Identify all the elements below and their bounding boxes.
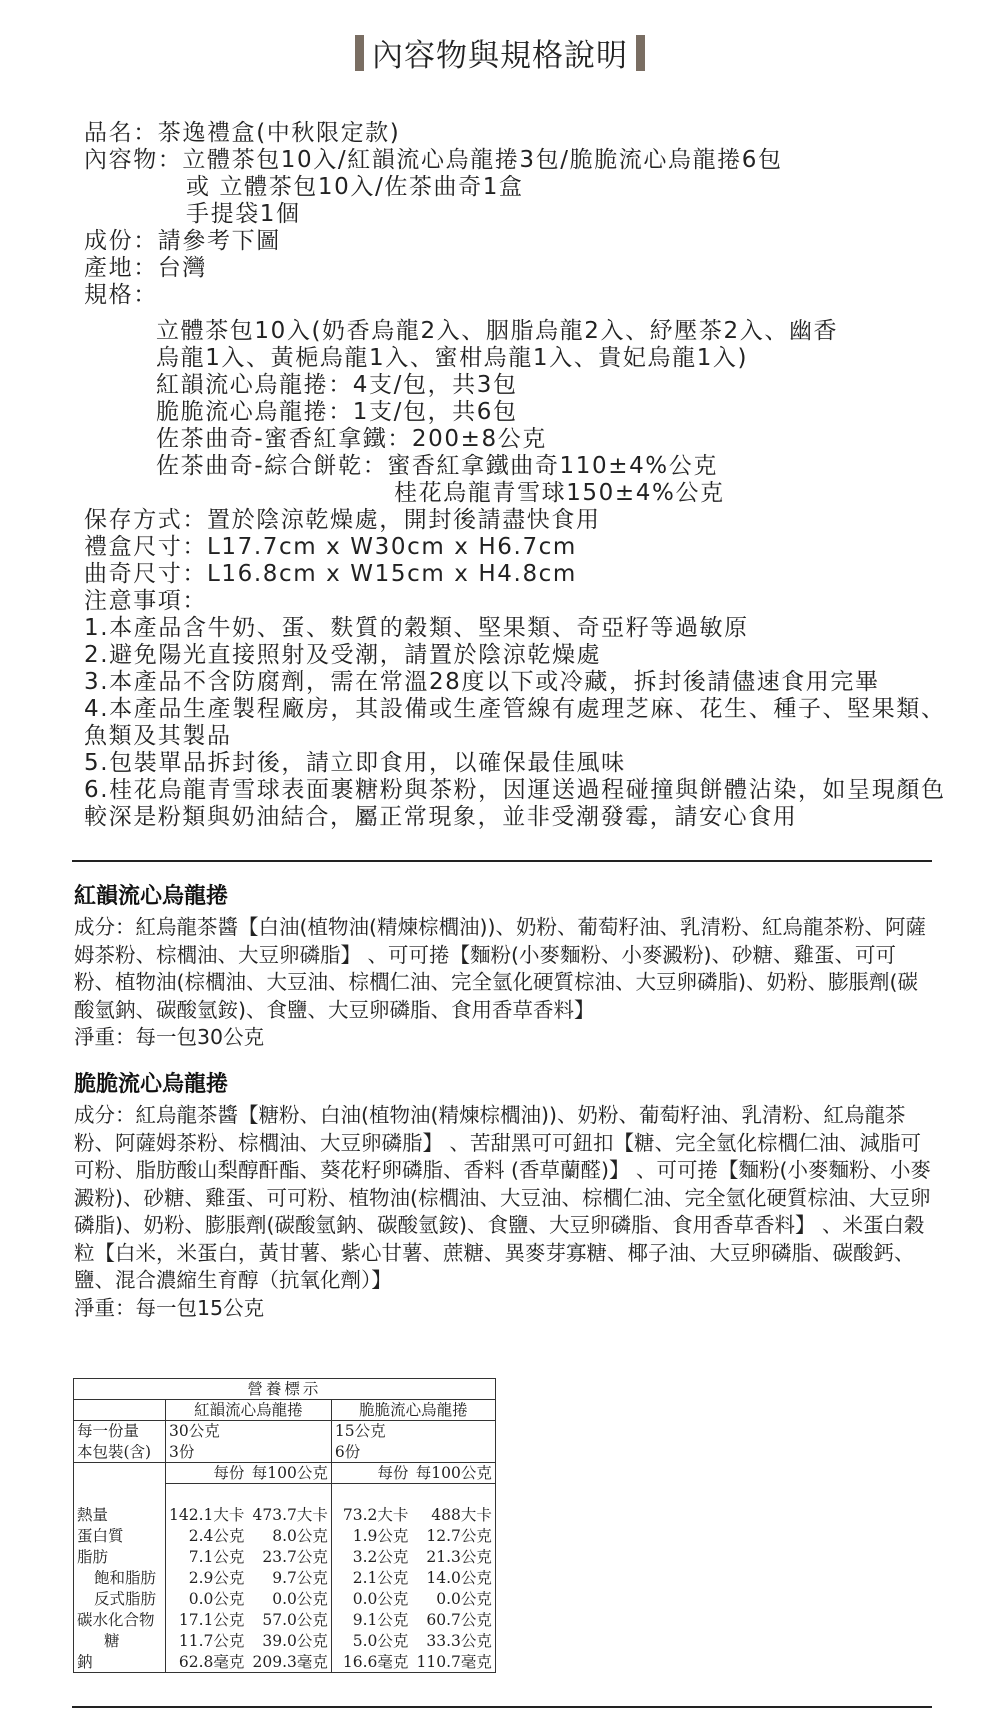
table-row: [74, 1442, 496, 1463]
value-cell: 110.7毫克: [411, 1652, 495, 1673]
product-a-header: 紅韻流心烏龍捲: [166, 1400, 332, 1421]
table-row: [74, 1484, 496, 1505]
contents-line-2: 或 立體茶包10入/佐茶曲奇1盒: [186, 174, 524, 200]
title-left-bar: [355, 35, 364, 71]
note-item: 6.桂花烏龍青雪球表面裹糖粉與茶粉，因運送過程碰撞與餅體沾染，如呈現顏色較深是粉類與奶油結合，屬正常現象，並非受潮發霉，請安心食用: [84, 777, 946, 830]
servings-b: 6份: [331, 1442, 495, 1463]
table-row: [74, 1568, 496, 1589]
table-row: [74, 1589, 496, 1610]
spec-line: 烏龍1入、黃梔烏龍1入、蜜柑烏龍1入、貴妃烏龍1入): [156, 345, 749, 371]
value-cell: 7.1公克: [166, 1547, 248, 1568]
value-cell: 11.7公克: [166, 1631, 248, 1652]
value-cell: 39.0公克: [247, 1631, 331, 1652]
note-item: 5.包裝單品拆封後，請立即食用，以確保最佳風味: [84, 750, 626, 776]
value-cell: 60.7公克: [411, 1610, 495, 1631]
spec-label: 規格：: [84, 282, 158, 308]
section-hongyun: [74, 882, 934, 1052]
spec-line-last: 桂花烏龍青雪球150±4%公克: [394, 480, 725, 506]
section-cuicui: [74, 1070, 934, 1322]
nutrient-label: 熱量: [74, 1505, 166, 1526]
table-row: [74, 1547, 496, 1568]
divider-bottom: [72, 1706, 932, 1708]
nutrient-label: 鈉: [74, 1652, 166, 1673]
table-row: [74, 1526, 496, 1547]
table-row: [74, 1463, 496, 1484]
spec-line: 立體茶包10入(奶香烏龍2入、胭脂烏龍2入、紓壓茶2入、幽香: [156, 318, 839, 344]
spec-line: 佐茶曲奇-綜合餅乾：蜜香紅拿鐵曲奇110±4%公克: [156, 453, 718, 479]
page-header: [0, 30, 1000, 75]
origin-line: 產地：台灣: [84, 255, 207, 281]
value-cell: 57.0公克: [247, 1610, 331, 1631]
value-cell: 33.3公克: [411, 1631, 495, 1652]
table-row: [74, 1379, 496, 1400]
nutrition-table: [73, 1378, 496, 1673]
nutrient-label: 飽和脂肪: [74, 1568, 166, 1589]
section-net-weight: 淨重：每一包30公克: [74, 1025, 265, 1049]
table-row: [74, 1652, 496, 1673]
note-item: 1.本產品含牛奶、蛋、麩質的穀類、堅果類、奇亞籽等過敏原: [84, 615, 749, 641]
value-cell: 0.0公克: [331, 1589, 411, 1610]
note-item: 4.本產品生產製程廠房，其設備或生產管線有處理芝麻、花生、種子、堅果類、魚類及其製品: [84, 696, 946, 749]
product-name: 品名：茶逸禮盒(中秋限定款): [84, 120, 401, 146]
section-title: 脆脆流心烏龍捲: [74, 1072, 229, 1097]
notes-label: 注意事項：: [84, 588, 207, 614]
servings-a: 3份: [166, 1442, 332, 1463]
per-serving-header: 每份: [331, 1463, 411, 1484]
cookie-size-line: 曲奇尺寸：L16.8cm x W15cm x H4.8cm: [84, 561, 577, 587]
value-cell: 14.0公克: [411, 1568, 495, 1589]
nutrition-title: 營養標示: [74, 1379, 496, 1400]
per-100g-header: 每100公克: [411, 1463, 495, 1484]
divider-top: [72, 860, 932, 862]
value-cell: 9.1公克: [331, 1610, 411, 1631]
per-100g-header: 每100公克: [247, 1463, 331, 1484]
value-cell: 488大卡: [411, 1505, 495, 1526]
contents-line-1: 內容物：立體茶包10入/紅韻流心烏龍捲3包/脆脆流心烏龍捲6包: [84, 147, 783, 173]
page-title-group: [355, 30, 645, 75]
note-item: 2.避免陽光直接照射及受潮，請置於陰涼乾燥處: [84, 642, 602, 668]
nutrient-label: 脂肪: [74, 1547, 166, 1568]
value-cell: 9.7公克: [247, 1568, 331, 1589]
value-cell: 2.1公克: [331, 1568, 411, 1589]
page-title: 內容物與規格說明: [372, 38, 628, 74]
serving-label: 每一份量: [74, 1421, 166, 1442]
spec-line: 佐茶曲奇-蜜香紅拿鐵：200±8公克: [156, 426, 547, 452]
value-cell: 0.0公克: [411, 1589, 495, 1610]
spec-block: [84, 120, 964, 831]
value-cell: 3.2公克: [331, 1547, 411, 1568]
table-row: [74, 1505, 496, 1526]
value-cell: 62.8毫克: [166, 1652, 248, 1673]
section-ingredients: 成分：紅烏龍茶醬【糖粉、白油(植物油(精煉棕櫚油))、奶粉、葡萄籽油、乳清粉、紅烏龍茶粉、阿薩姆茶粉、棕櫚油、大豆卵磷脂】 、苦甜黑可可鈕扣【糖、完全氫化棕櫚仁油、減脂可可粉、脂肪酸山梨醇酐酯、葵花籽卵磷脂、香料 (香草蘭醛)】 、可可捲【麵粉(小麥麵粉、小麥澱粉)、砂糖、雞蛋、可可粉、植物油(棕櫚油、大豆油、棕櫚仁油、完全氫化硬質棕油、大豆卵磷脂)、奶粉、膨脹劑(碳酸氫鈉、碳酸氫銨)、食鹽、大豆卵磷脂、食用香草香料】 、米蛋白穀粒【白米，米蛋白，黃甘薯、紫心甘薯、蔗糖、異麥芽寡糖、椰子油、大豆卵磷脂、碳酸鈣、鹽、混合濃縮生育醇（抗氧化劑）】: [74, 1103, 932, 1292]
nutrient-label: 反式脂肪: [74, 1589, 166, 1610]
value-cell: 23.7公克: [247, 1547, 331, 1568]
spec-line: 脆脆流心烏龍捲：1支/包，共6包: [156, 399, 518, 425]
section-title: 紅韻流心烏龍捲: [74, 884, 229, 909]
note-item: 3.本產品不含防腐劑，需在常溫28度以下或冷藏，拆封後請儘速食用完畢: [84, 669, 880, 695]
value-cell: 2.9公克: [166, 1568, 248, 1589]
value-cell: 142.1大卡: [166, 1505, 248, 1526]
table-row: [74, 1631, 496, 1652]
value-cell: 1.9公克: [331, 1526, 411, 1547]
value-cell: 0.0公克: [166, 1589, 248, 1610]
spec-line: 紅韻流心烏龍捲：4支/包，共3包: [156, 372, 518, 398]
ingredients-line: 成份：請參考下圖: [84, 228, 281, 254]
value-cell: 17.1公克: [166, 1610, 248, 1631]
box-size-line: 禮盒尺寸：L17.7cm x W30cm x H6.7cm: [84, 534, 577, 560]
table-row: [74, 1610, 496, 1631]
product-b-header: 脆脆流心烏龍捲: [331, 1400, 495, 1421]
storage-line: 保存方式：置於陰涼乾燥處，開封後請盡快食用: [84, 507, 601, 533]
servings-label: 本包裝(含): [74, 1442, 166, 1463]
value-cell: 209.3毫克: [247, 1652, 331, 1673]
value-cell: 5.0公克: [331, 1631, 411, 1652]
value-cell: 2.4公克: [166, 1526, 248, 1547]
nutrient-label: 糖: [74, 1631, 166, 1652]
value-cell: 21.3公克: [411, 1547, 495, 1568]
nutrient-label: 碳水化合物: [74, 1610, 166, 1631]
value-cell: 16.6毫克: [331, 1652, 411, 1673]
serving-a: 30公克: [166, 1421, 332, 1442]
section-ingredients: 成分：紅烏龍茶醬【白油(植物油(精煉棕櫚油))、奶粉、葡萄籽油、乳清粉、紅烏龍茶粉、阿薩姆茶粉、棕櫚油、大豆卵磷脂】 、可可捲【麵粉(小麥麵粉、小麥澱粉)、砂糖、雞蛋、可可粉、植物油(棕櫚油、大豆油、棕櫚仁油、完全氫化硬質棕油、大豆卵磷脂)、奶粉、膨脹劑(碳酸氫鈉、碳酸氫銨)、食鹽、大豆卵磷脂、食用香草香料】: [74, 915, 926, 1022]
value-cell: 12.7公克: [411, 1526, 495, 1547]
nutrient-label: 蛋白質: [74, 1526, 166, 1547]
value-cell: 73.2大卡: [331, 1505, 411, 1526]
value-cell: 0.0公克: [247, 1589, 331, 1610]
value-cell: 8.0公克: [247, 1526, 331, 1547]
per-serving-header: 每份: [166, 1463, 248, 1484]
title-right-bar: [636, 35, 645, 71]
contents-line-3: 手提袋1個: [186, 201, 301, 227]
serving-b: 15公克: [331, 1421, 495, 1442]
table-row: [74, 1421, 496, 1442]
section-net-weight: 淨重：每一包15公克: [74, 1295, 265, 1320]
table-row: [74, 1400, 496, 1421]
value-cell: 473.7大卡: [247, 1505, 331, 1526]
